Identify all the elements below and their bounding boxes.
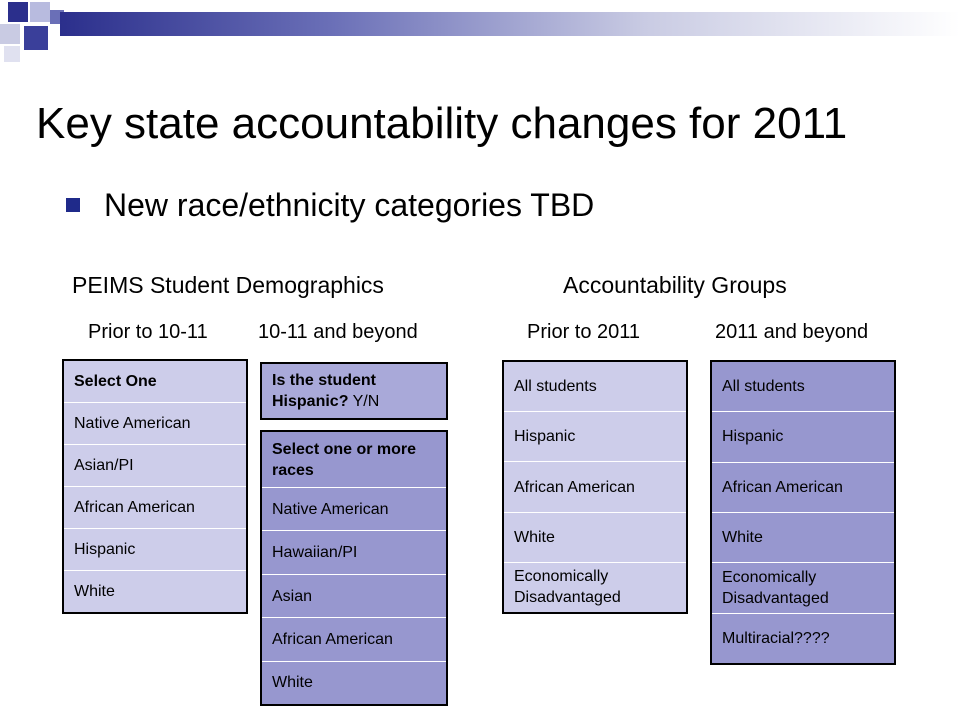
bullet-text: New race/ethnicity categories TBD [104,187,595,223]
table-row: All students [504,362,686,412]
accountability-heading: Accountability Groups [563,272,787,298]
table-row: African American [262,618,446,661]
decor-square [8,2,28,22]
table-row: Hispanic [712,412,894,462]
bullet-square-icon [66,198,80,212]
table-row: Asian [262,575,446,618]
prior-1011-label: Prior to 10-11 [88,321,208,343]
peims-heading: PEIMS Student Demographics [72,272,384,298]
select-races-table [260,430,448,706]
table-header: Select One [64,361,246,403]
table-row: Native American [262,488,446,531]
decor-square [30,2,50,22]
hispanic-question-box [260,362,448,420]
table-row: Native American [64,403,246,445]
table-row: White [272,674,313,692]
table-row: Asian/PI [64,445,246,487]
table-row: White [74,583,115,600]
table-row: Economically Disadvantaged [712,563,894,613]
decor-square [4,46,20,62]
select-one-table [62,359,248,614]
beyond-2011-label: 2011 and beyond [715,321,869,343]
table-row: White [712,513,894,563]
beyond-1011-label: 10-11 and beyond [258,321,418,343]
table-row: Multiracial???? [722,629,830,647]
hispanic-question-text: Is the student Hispanic? [272,372,377,410]
table-row: Economically Disadvantaged [514,568,621,607]
table-row: White [504,513,686,563]
table-row: African American [64,487,246,529]
decor-top-bar [60,12,960,36]
prior-2011-label: Prior to 2011 [527,321,641,343]
table-row: Hispanic [64,529,246,571]
table-row: All students [712,362,894,412]
hispanic-question-cell [262,364,446,418]
slide-title: Key state accountability changes for 2011 [36,99,848,148]
table-header: Select one or more races [262,432,446,488]
decor-square [0,24,20,44]
decor-square [24,26,48,50]
table-row: African American [712,463,894,513]
groups-prior-2011-table [502,360,688,614]
table-row: Hispanic [504,412,686,462]
table-row: Hawaiian/PI [262,531,446,574]
hispanic-answer-text: Y/N [348,393,380,410]
table-row: African American [504,462,686,512]
groups-2011-table [710,360,896,665]
